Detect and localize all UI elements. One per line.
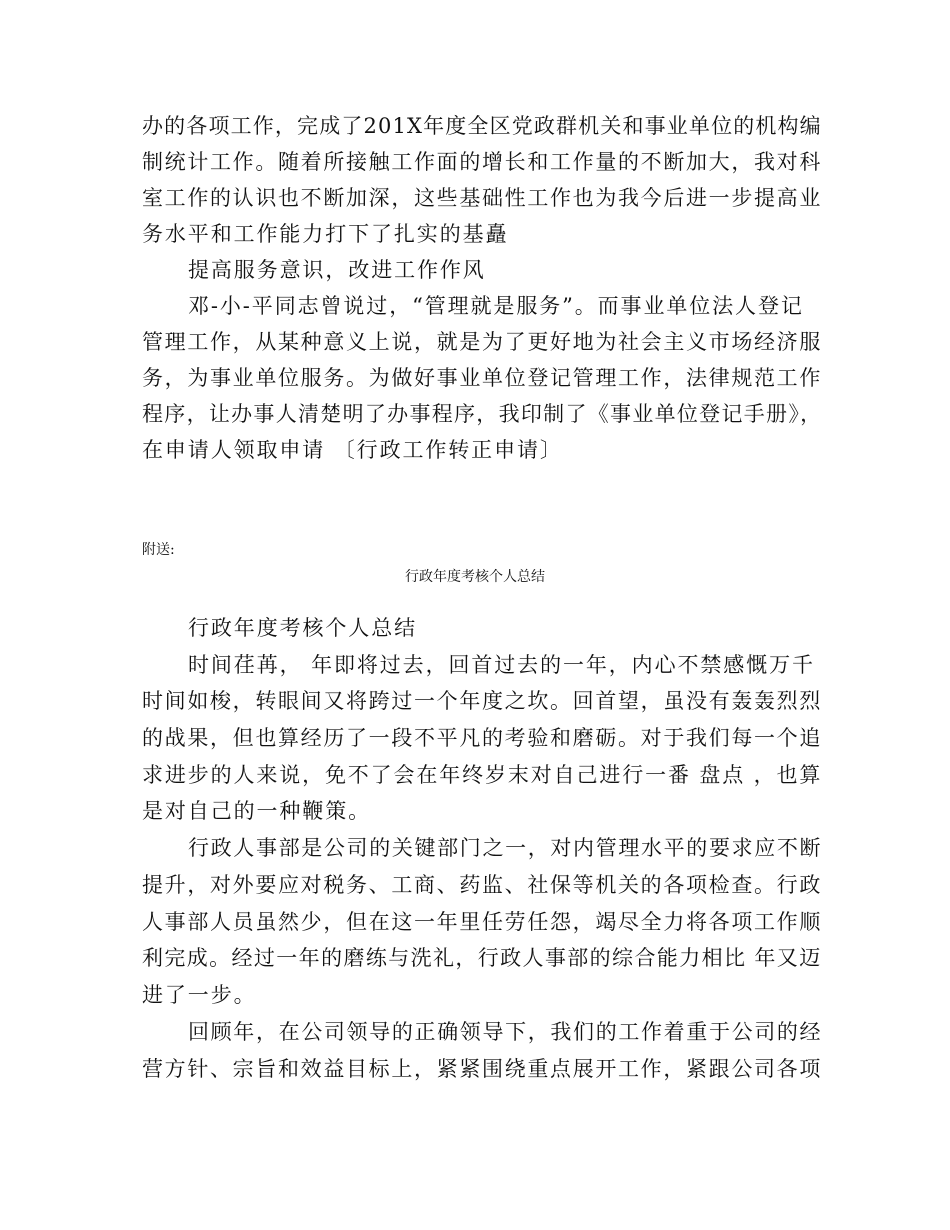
section-subheading: 提高服务意识，改进工作作风 bbox=[188, 258, 486, 282]
appendix-label: 附送: bbox=[142, 542, 175, 558]
text-line: 回顾年，在公司领导的正确领导下，我们的工作着重于公司的经 bbox=[188, 1020, 823, 1044]
text-line: 利完成。经过一年的磨练与洗礼，行政人事部的综合能力相比 年又迈 bbox=[142, 946, 822, 970]
text-line: 提升，对外要应对税务、工商、药监、社保等机关的各项检查。行政 bbox=[142, 873, 822, 897]
text-line: 办的各项工作，完成了201X年度全区党政群机关和事业单位的机构编 bbox=[142, 114, 822, 138]
text-line: 管理工作，从某种意义上说，就是为了更好地为社会主义市场经济服 bbox=[142, 330, 822, 354]
text-line: 邓-小-平同志曾说过，“管理就是服务”。而事业单位法人登记 bbox=[188, 294, 804, 318]
text-line: 人事部人员虽然少，但在这一年里任劳任怨，竭尽全力将各项工作顺 bbox=[142, 910, 822, 934]
text-line: 是对自己的一种鞭策。 bbox=[142, 799, 371, 823]
text-line: 务水平和工作能力打下了扎实的基矗 bbox=[142, 222, 509, 246]
text-line: 室工作的认识也不断加深，这些基础性工作也为我今后进一步提高业 bbox=[142, 186, 822, 210]
text-line: 进了一步。 bbox=[142, 983, 257, 1007]
text-line: 求进步的人来说，免不了会在年终岁末对自己进行一番 盘点 ，也算 bbox=[142, 763, 823, 787]
text-line: 营方针、宗旨和效益目标上，紧紧围绕重点展开工作，紧跟公司各项 bbox=[142, 1057, 822, 1081]
text-line: 制统计工作。随着所接触工作面的增长和工作量的不断加大，我对科 bbox=[142, 150, 822, 174]
text-line: 时间荏苒， 年即将过去，回首过去的一年，内心不禁感慨万千 bbox=[188, 653, 815, 677]
text-line: 在申请人领取申请 〔行政工作转正申请〕 bbox=[142, 438, 563, 462]
text-line: 务，为事业单位服务。为做好事业单位登记管理工作，法律规范工作 bbox=[142, 366, 822, 390]
appendix-title: 行政年度考核个人总结 bbox=[405, 569, 545, 585]
text-line: 行政人事部是公司的关键部门之一，对内管理水平的要求应不断 bbox=[188, 836, 823, 860]
document-heading: 行政年度考核个人总结 bbox=[188, 616, 417, 640]
text-line: 的战果，但也算经历了一段不平凡的考验和磨砺。对于我们每一个追 bbox=[142, 726, 822, 750]
text-line: 程序，让办事人清楚明了办事程序，我印制了《事业单位登记手册》， bbox=[142, 402, 823, 426]
text-line: 时间如梭，转眼间又将跨过一个年度之坎。回首望，虽没有轰轰烈烈 bbox=[142, 689, 822, 713]
